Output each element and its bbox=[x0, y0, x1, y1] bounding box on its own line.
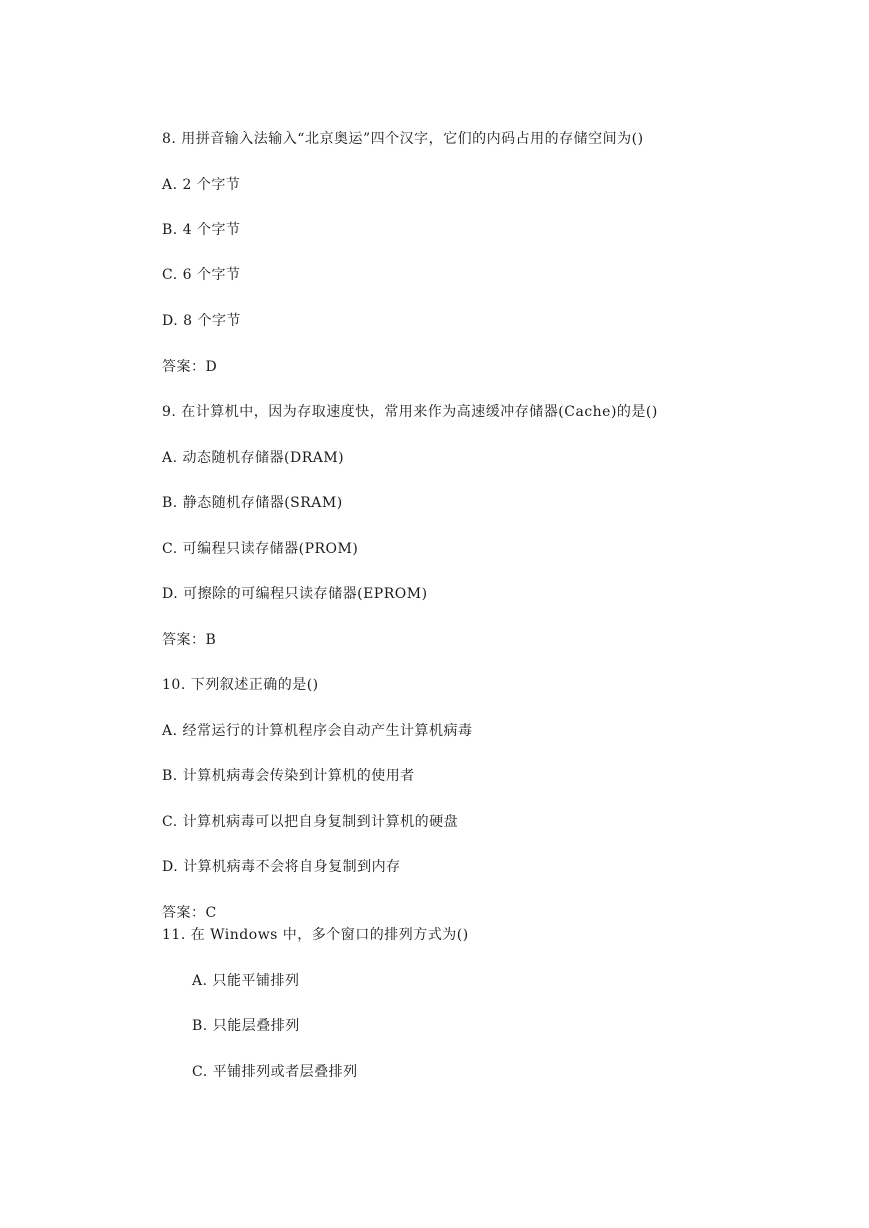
question-10-option-a: A. 经常运行的计算机程序会自动产生计算机病毒 bbox=[162, 723, 473, 739]
question-10-option-b: B. 计算机病毒会传染到计算机的使用者 bbox=[162, 768, 415, 784]
question-11-option-c: C. 平铺排列或者层叠排列 bbox=[192, 1064, 358, 1080]
question-8-answer: 答案：D bbox=[162, 359, 218, 375]
question-8-option-b: B. 4 个字节 bbox=[162, 222, 241, 238]
question-9-option-b: B. 静态随机存储器(SRAM) bbox=[162, 495, 343, 511]
question-10-answer: 答案：C bbox=[162, 905, 217, 921]
question-8-stem: 8. 用拼音输入法输入“北京奥运”四个汉字，它们的内码占用的存储空间为() bbox=[162, 131, 644, 147]
question-9-option-d: D. 可擦除的可编程只读存储器(EPROM) bbox=[162, 586, 428, 602]
question-8-option-c: C. 6 个字节 bbox=[162, 267, 241, 283]
question-10-option-d: D. 计算机病毒不会将自身复制到内存 bbox=[162, 859, 401, 875]
question-8-option-a: A. 2 个字节 bbox=[162, 177, 241, 193]
question-9-option-a: A. 动态随机存储器(DRAM) bbox=[162, 450, 345, 466]
question-9-stem: 9. 在计算机中，因为存取速度快，常用来作为高速缓冲存储器(Cache)的是() bbox=[162, 404, 658, 420]
question-11-stem: 11. 在 Windows 中，多个窗口的排列方式为() bbox=[162, 927, 469, 943]
question-11-option-a: A. 只能平铺排列 bbox=[192, 973, 300, 989]
question-10-option-c: C. 计算机病毒可以把自身复制到计算机的硬盘 bbox=[162, 814, 459, 830]
question-10-stem: 10. 下列叙述正确的是() bbox=[162, 677, 319, 693]
question-9-option-c: C. 可编程只读存储器(PROM) bbox=[162, 541, 359, 557]
question-8-option-d: D. 8 个字节 bbox=[162, 313, 241, 329]
question-9-answer: 答案：B bbox=[162, 632, 217, 648]
question-11-option-b: B. 只能层叠排列 bbox=[192, 1018, 300, 1034]
